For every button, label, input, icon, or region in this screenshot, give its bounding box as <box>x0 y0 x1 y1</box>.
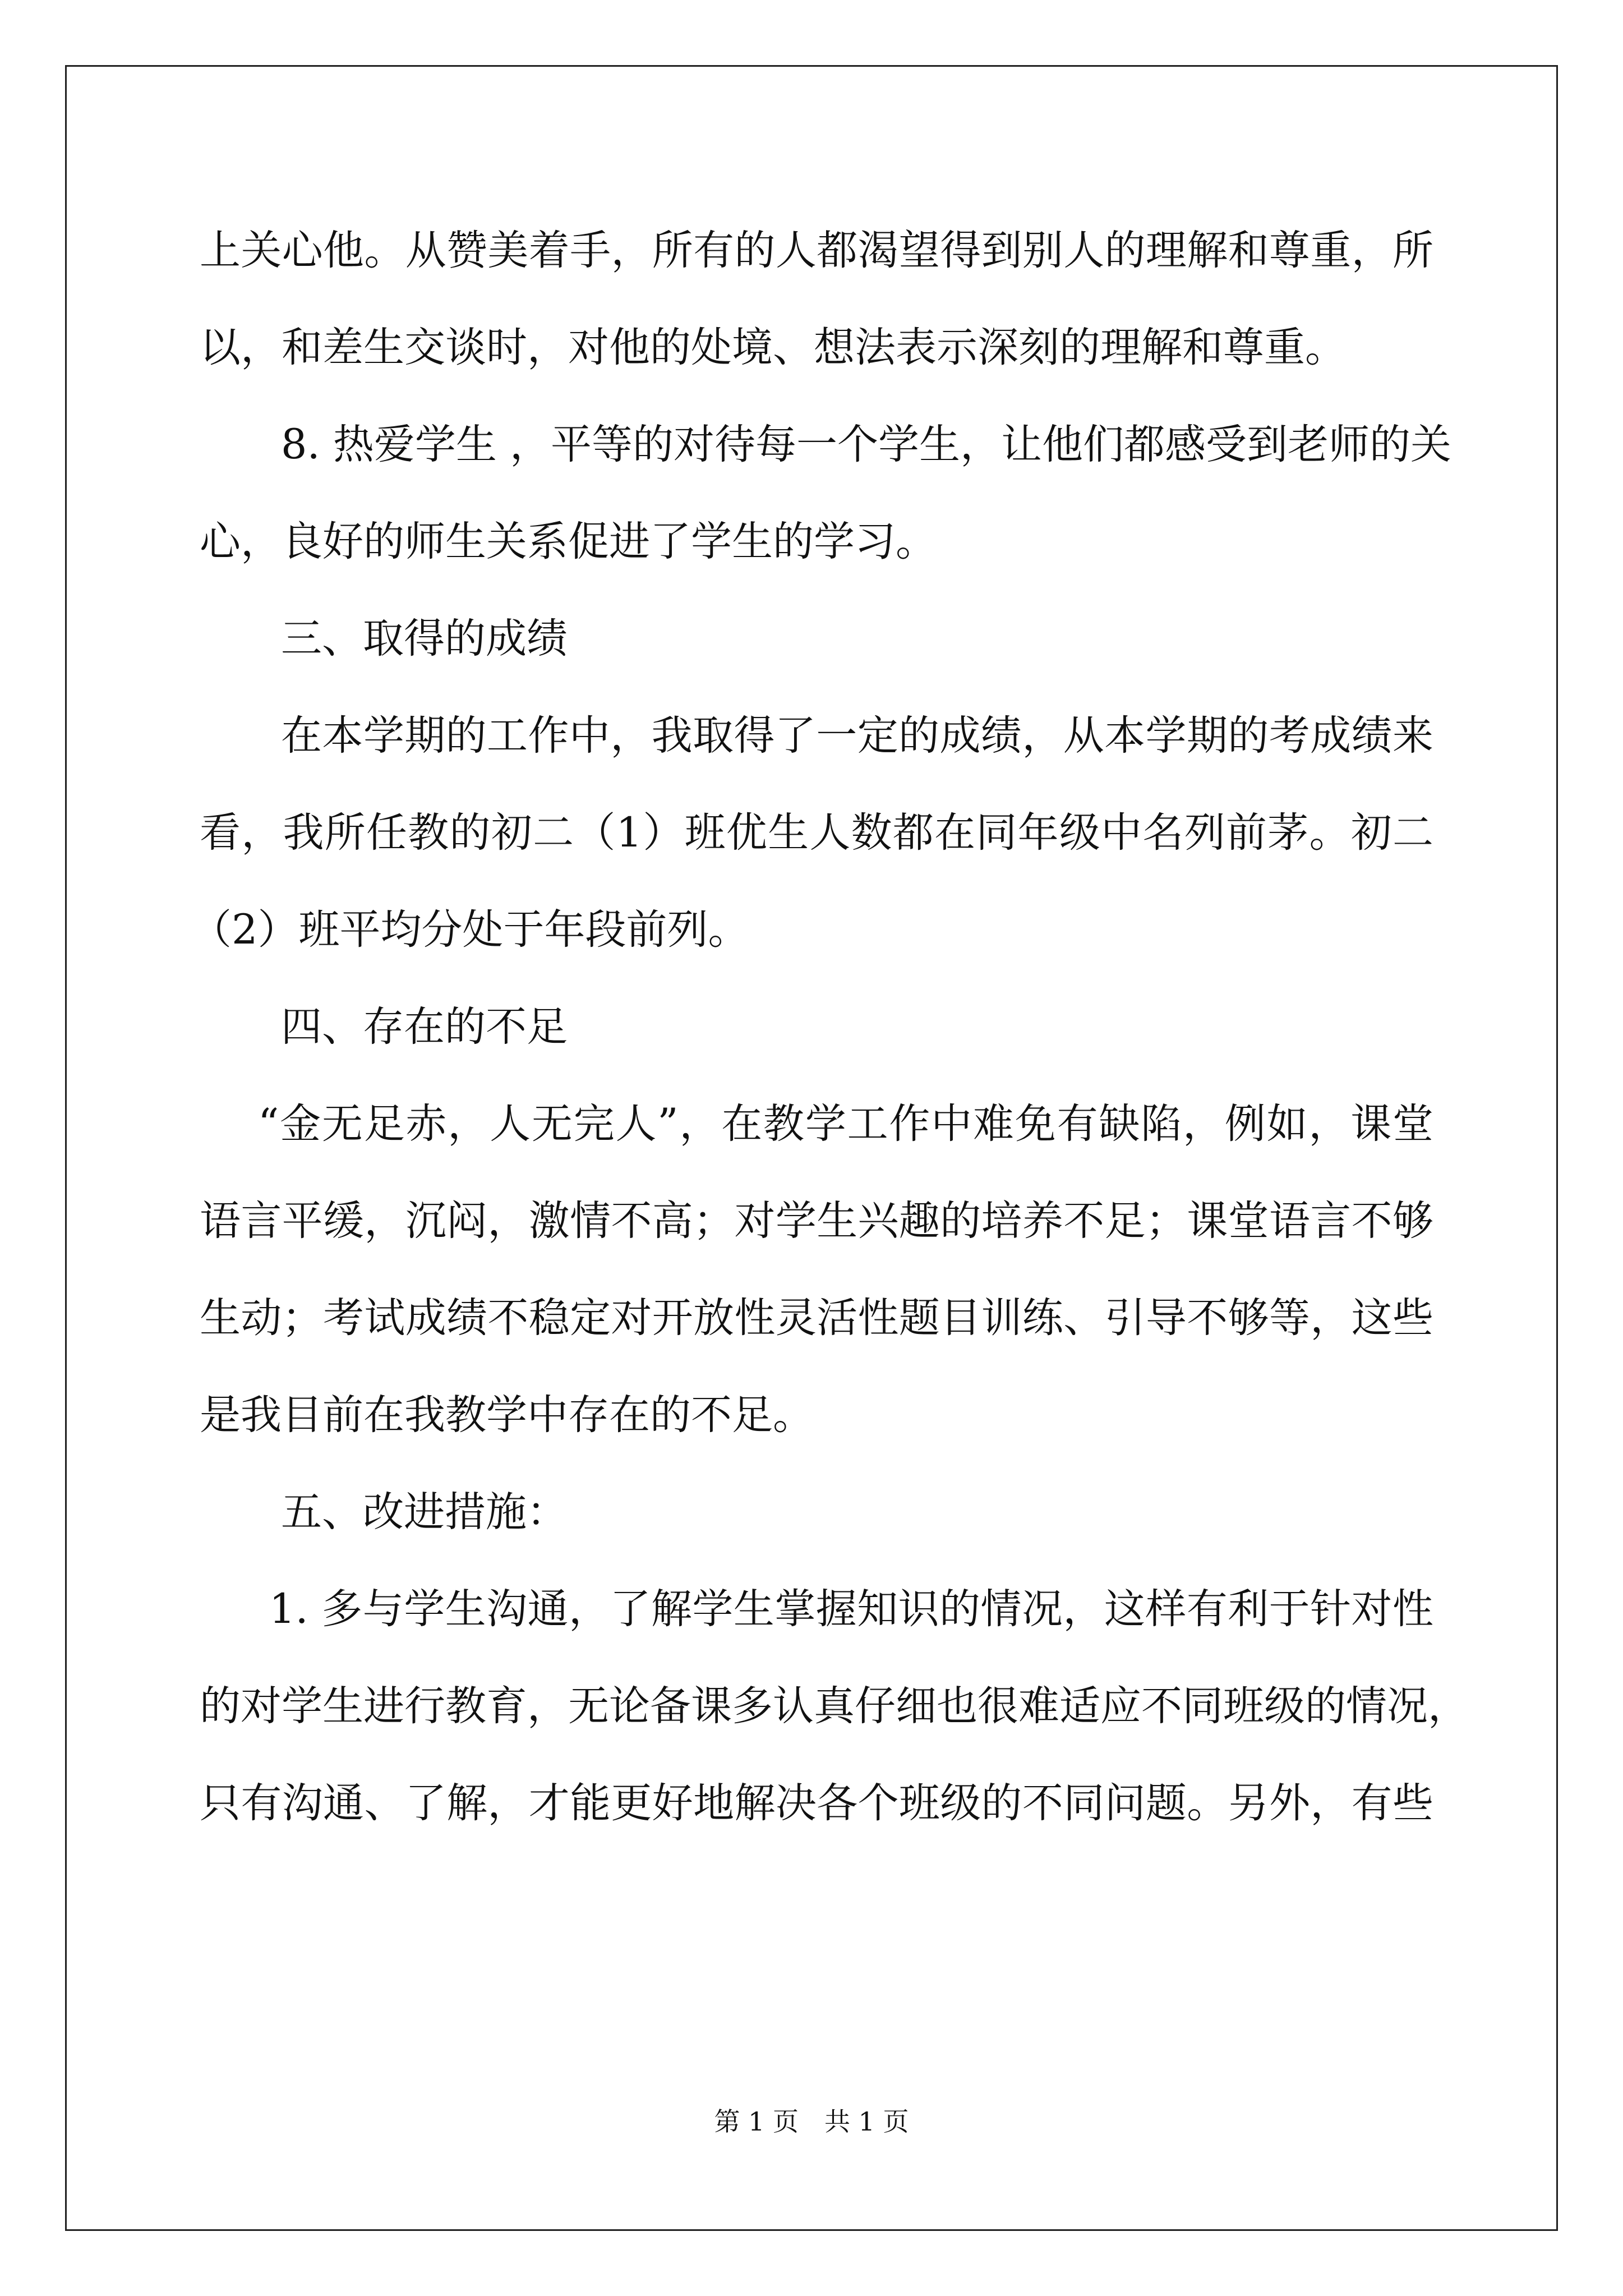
text-line: 是我目前在我教学中存在的不足。 <box>200 1391 814 1439</box>
section-heading: 三、取得的成绩 <box>281 615 568 662</box>
text-line: 上关心他。从赞美着手，所有的人都渴望得到别人的理解和尊重，所 <box>200 227 1433 274</box>
section-heading: 四、存在的不足 <box>281 1003 568 1051</box>
text-line: 在本学期的工作中，我取得了一定的成绩，从本学期的考成绩来 <box>281 712 1433 760</box>
text-line: “金无足赤，人无完人”，在教学工作中难免有缺陷，例如，课堂 <box>258 1100 1433 1148</box>
text-line: （2）班平均分处于年段前列。 <box>191 906 749 954</box>
text-line: 看，我所任教的初二（1）班优生人数都在同年级中名列前茅。初二 <box>200 809 1433 857</box>
page-footer: 第 1 页 共 1 页 <box>714 2106 909 2137</box>
text-line: 生动；考试成绩不稳定对开放性灵活性题目训练、引导不够等，这些 <box>200 1294 1433 1342</box>
text-line: 的对学生进行教育，无论备课多认真仔细也很难适应不同班级的情况， <box>200 1682 1469 1730</box>
text-line: 以，和差生交谈时，对他的处境、想法表示深刻的理解和尊重。 <box>200 324 1346 371</box>
text-line: 心，良好的师生关系促进了学生的学习。 <box>200 518 937 565</box>
text-line: 1. 多与学生沟通，了解学生掌握知识的情况，这样有利于针对性 <box>269 1585 1433 1633</box>
text-line: 只有沟通、了解，才能更好地解决各个班级的不同问题。另外，有些 <box>200 1779 1433 1827</box>
text-line: 8. 热爱学生 ，平等的对待每一个学生，让他们都感受到老师的关 <box>281 421 1452 468</box>
text-line: 语言平缓，沉闷，激情不高；对学生兴趣的培养不足；课堂语言不够 <box>200 1197 1433 1245</box>
section-heading: 五、改进措施： <box>281 1488 568 1536</box>
